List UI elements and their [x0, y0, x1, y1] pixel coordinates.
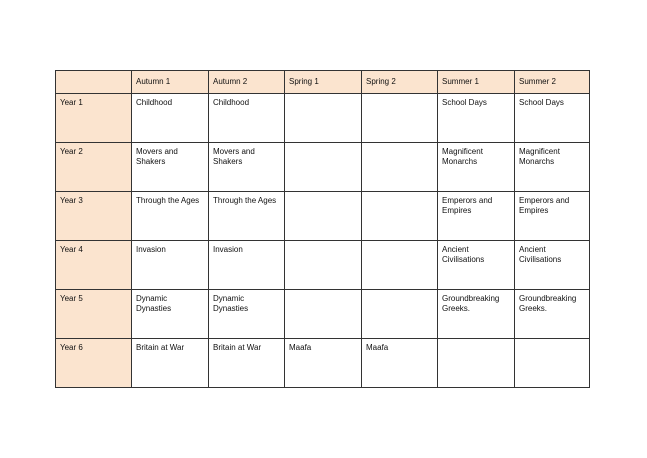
- table-cell: Through the Ages: [209, 192, 285, 241]
- table-cell: Groundbreaking Greeks.: [515, 290, 590, 339]
- table-cell: [362, 143, 438, 192]
- table-cell: Emperors and Empires: [438, 192, 515, 241]
- header-row: [56, 71, 590, 94]
- table-cell: Ancient Civilisations: [438, 241, 515, 290]
- table-cell: Dynamic Dynasties: [132, 290, 209, 339]
- table-cell: Magnificent Monarchs: [515, 143, 590, 192]
- table-cell: [285, 94, 362, 143]
- table-row-year-6: [56, 339, 590, 388]
- header-cell-autumn-1: Autumn 1: [132, 71, 209, 94]
- header-cell-spring-1: Spring 1: [285, 71, 362, 94]
- year-cell: Year 4: [56, 241, 132, 290]
- table-cell: Britain at War: [132, 339, 209, 388]
- table-cell: Ancient Civilisations: [515, 241, 590, 290]
- table-cell: [438, 339, 515, 388]
- table-cell: Britain at War: [209, 339, 285, 388]
- table-cell: Through the Ages: [132, 192, 209, 241]
- table-cell: Maafa: [285, 339, 362, 388]
- table-cell: [285, 290, 362, 339]
- year-cell: Year 2: [56, 143, 132, 192]
- table-cell: Childhood: [132, 94, 209, 143]
- header-cell-autumn-2: Autumn 2: [209, 71, 285, 94]
- table-cell: Movers and Shakers: [132, 143, 209, 192]
- year-cell: Year 3: [56, 192, 132, 241]
- table-row-year-4: [56, 241, 590, 290]
- table-cell: [362, 94, 438, 143]
- table-cell: [515, 339, 590, 388]
- table-cell: [362, 241, 438, 290]
- table-cell: Maafa: [362, 339, 438, 388]
- year-cell: Year 1: [56, 94, 132, 143]
- curriculum-table: [55, 70, 590, 388]
- table-cell: [362, 290, 438, 339]
- header-cell-summer-1: Summer 1: [438, 71, 515, 94]
- table-cell: [285, 241, 362, 290]
- header-cell-spring-2: Spring 2: [362, 71, 438, 94]
- table-cell: Magnificent Monarchs: [438, 143, 515, 192]
- table-cell: Invasion: [209, 241, 285, 290]
- table-cell: School Days: [515, 94, 590, 143]
- year-cell: Year 5: [56, 290, 132, 339]
- header-cell-corner: [56, 71, 132, 94]
- table-cell: Groundbreaking Greeks.: [438, 290, 515, 339]
- table-cell: Childhood: [209, 94, 285, 143]
- table-cell: Movers and Shakers: [209, 143, 285, 192]
- table-cell: [285, 192, 362, 241]
- header-cell-summer-2: Summer 2: [515, 71, 590, 94]
- table-cell: [285, 143, 362, 192]
- table-row-year-1: [56, 94, 590, 143]
- table-cell: Emperors and Empires: [515, 192, 590, 241]
- table-cell: [362, 192, 438, 241]
- table-cell: Invasion: [132, 241, 209, 290]
- table-cell: School Days: [438, 94, 515, 143]
- table-row-year-3: [56, 192, 590, 241]
- table-row-year-2: [56, 143, 590, 192]
- table-row-year-5: [56, 290, 590, 339]
- table-cell: Dynamic Dynasties: [209, 290, 285, 339]
- year-cell: Year 6: [56, 339, 132, 388]
